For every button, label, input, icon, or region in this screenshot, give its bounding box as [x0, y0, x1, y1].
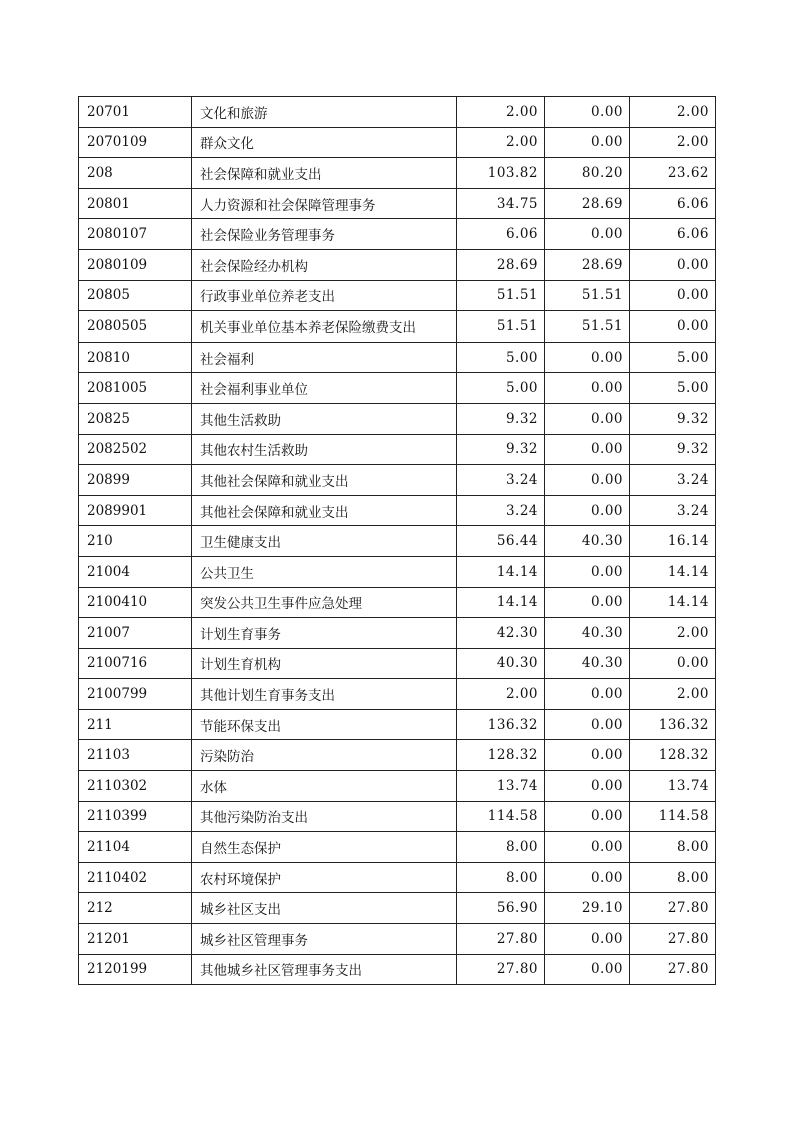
project-cell: 3.24 — [630, 495, 716, 526]
code-cell: 2089901 — [79, 495, 192, 526]
project-cell: 0.00 — [630, 249, 716, 280]
basic-cell: 0.00 — [545, 403, 630, 434]
name-cell: 公共卫生 — [192, 556, 457, 587]
total-cell: 136.32 — [457, 709, 545, 740]
basic-cell: 29.10 — [545, 893, 630, 924]
total-cell: 8.00 — [457, 862, 545, 893]
basic-cell: 0.00 — [545, 924, 630, 955]
table-row — [79, 587, 716, 618]
basic-cell: 80.20 — [545, 158, 630, 189]
project-cell: 27.80 — [630, 893, 716, 924]
code-cell: 2080109 — [79, 249, 192, 280]
table-row — [79, 342, 716, 373]
total-cell: 28.69 — [457, 249, 545, 280]
table-body — [79, 97, 716, 985]
total-cell: 13.74 — [457, 771, 545, 802]
code-cell: 21104 — [79, 832, 192, 863]
total-cell: 3.24 — [457, 465, 545, 496]
name-cell: 社会保险经办机构 — [192, 249, 457, 280]
table-row — [79, 832, 716, 863]
project-cell: 8.00 — [630, 832, 716, 863]
total-cell: 51.51 — [457, 280, 545, 311]
code-cell: 210 — [79, 526, 192, 557]
code-cell: 212 — [79, 893, 192, 924]
table-row — [79, 954, 716, 985]
table-row — [79, 403, 716, 434]
code-cell: 2110302 — [79, 771, 192, 802]
name-cell: 城乡社区管理事务 — [192, 924, 457, 955]
project-cell: 5.00 — [630, 373, 716, 404]
project-cell: 9.32 — [630, 434, 716, 465]
project-cell: 0.00 — [630, 648, 716, 679]
code-cell: 20810 — [79, 342, 192, 373]
name-cell: 其他社会保障和就业支出 — [192, 465, 457, 496]
table-row — [79, 526, 716, 557]
total-cell: 5.00 — [457, 373, 545, 404]
project-cell: 2.00 — [630, 618, 716, 649]
total-cell: 34.75 — [457, 188, 545, 219]
total-cell: 6.06 — [457, 219, 545, 250]
table-row — [79, 618, 716, 649]
total-cell: 2.00 — [457, 127, 545, 158]
code-cell: 2120199 — [79, 954, 192, 985]
name-cell: 其他生活救助 — [192, 403, 457, 434]
name-cell: 社会保障和就业支出 — [192, 158, 457, 189]
project-cell: 6.06 — [630, 188, 716, 219]
table-row — [79, 556, 716, 587]
name-cell: 文化和旅游 — [192, 97, 457, 128]
total-cell: 14.14 — [457, 587, 545, 618]
name-cell: 其他污染防治支出 — [192, 801, 457, 832]
basic-cell: 40.30 — [545, 618, 630, 649]
name-cell: 社会福利事业单位 — [192, 373, 457, 404]
name-cell: 突发公共卫生事件应急处理 — [192, 587, 457, 618]
project-cell: 14.14 — [630, 587, 716, 618]
table-row — [79, 249, 716, 280]
name-cell: 计划生育事务 — [192, 618, 457, 649]
total-cell: 51.51 — [457, 311, 545, 343]
total-cell: 8.00 — [457, 832, 545, 863]
table-row — [79, 127, 716, 158]
basic-cell: 28.69 — [545, 249, 630, 280]
budget-table — [78, 96, 716, 985]
total-cell: 27.80 — [457, 954, 545, 985]
total-cell: 128.32 — [457, 740, 545, 771]
code-cell: 2070109 — [79, 127, 192, 158]
code-cell: 2082502 — [79, 434, 192, 465]
code-cell: 20801 — [79, 188, 192, 219]
basic-cell: 0.00 — [545, 832, 630, 863]
table-row — [79, 373, 716, 404]
project-cell: 27.80 — [630, 924, 716, 955]
code-cell: 2100799 — [79, 679, 192, 710]
name-cell: 机关事业单位基本养老保险缴费支出 — [192, 311, 457, 343]
total-cell: 5.00 — [457, 342, 545, 373]
code-cell: 2080505 — [79, 311, 192, 343]
project-cell: 14.14 — [630, 556, 716, 587]
table-row — [79, 862, 716, 893]
project-cell: 16.14 — [630, 526, 716, 557]
table-row — [79, 495, 716, 526]
total-cell: 27.80 — [457, 924, 545, 955]
code-cell: 2080107 — [79, 219, 192, 250]
basic-cell: 0.00 — [545, 465, 630, 496]
code-cell: 21103 — [79, 740, 192, 771]
total-cell: 114.58 — [457, 801, 545, 832]
basic-cell: 0.00 — [545, 434, 630, 465]
name-cell: 社会福利 — [192, 342, 457, 373]
total-cell: 14.14 — [457, 556, 545, 587]
basic-cell: 40.30 — [545, 526, 630, 557]
basic-cell: 0.00 — [545, 127, 630, 158]
project-cell: 0.00 — [630, 280, 716, 311]
table-row — [79, 219, 716, 250]
code-cell: 2110402 — [79, 862, 192, 893]
project-cell: 8.00 — [630, 862, 716, 893]
basic-cell: 0.00 — [545, 801, 630, 832]
code-cell: 2110399 — [79, 801, 192, 832]
code-cell: 20701 — [79, 97, 192, 128]
basic-cell: 28.69 — [545, 188, 630, 219]
name-cell: 城乡社区支出 — [192, 893, 457, 924]
basic-cell: 0.00 — [545, 862, 630, 893]
name-cell: 其他城乡社区管理事务支出 — [192, 954, 457, 985]
code-cell: 20805 — [79, 280, 192, 311]
table-row — [79, 158, 716, 189]
table-row — [79, 434, 716, 465]
name-cell: 水体 — [192, 771, 457, 802]
table-row — [79, 924, 716, 955]
total-cell: 2.00 — [457, 97, 545, 128]
project-cell: 136.32 — [630, 709, 716, 740]
project-cell: 2.00 — [630, 127, 716, 158]
name-cell: 其他农村生活救助 — [192, 434, 457, 465]
code-cell: 2081005 — [79, 373, 192, 404]
project-cell: 13.74 — [630, 771, 716, 802]
name-cell: 农村环境保护 — [192, 862, 457, 893]
code-cell: 20899 — [79, 465, 192, 496]
code-cell: 21004 — [79, 556, 192, 587]
project-cell: 5.00 — [630, 342, 716, 373]
project-cell: 9.32 — [630, 403, 716, 434]
code-cell: 211 — [79, 709, 192, 740]
table-row — [79, 97, 716, 128]
code-cell: 21201 — [79, 924, 192, 955]
total-cell: 3.24 — [457, 495, 545, 526]
name-cell: 人力资源和社会保障管理事务 — [192, 188, 457, 219]
basic-cell: 40.30 — [545, 648, 630, 679]
name-cell: 污染防治 — [192, 740, 457, 771]
total-cell: 2.00 — [457, 679, 545, 710]
project-cell: 6.06 — [630, 219, 716, 250]
name-cell: 其他计划生育事务支出 — [192, 679, 457, 710]
project-cell: 114.58 — [630, 801, 716, 832]
code-cell: 21007 — [79, 618, 192, 649]
basic-cell: 0.00 — [545, 219, 630, 250]
total-cell: 56.44 — [457, 526, 545, 557]
basic-cell: 0.00 — [545, 373, 630, 404]
table-row — [79, 280, 716, 311]
basic-cell: 0.00 — [545, 679, 630, 710]
basic-cell: 51.51 — [545, 311, 630, 343]
name-cell: 计划生育机构 — [192, 648, 457, 679]
basic-cell: 0.00 — [545, 556, 630, 587]
table-row — [79, 893, 716, 924]
code-cell: 2100716 — [79, 648, 192, 679]
code-cell: 2100410 — [79, 587, 192, 618]
total-cell: 9.32 — [457, 434, 545, 465]
table-row — [79, 771, 716, 802]
code-cell: 20825 — [79, 403, 192, 434]
project-cell: 2.00 — [630, 97, 716, 128]
basic-cell: 0.00 — [545, 587, 630, 618]
basic-cell: 51.51 — [545, 280, 630, 311]
project-cell: 128.32 — [630, 740, 716, 771]
table-row — [79, 679, 716, 710]
name-cell: 卫生健康支出 — [192, 526, 457, 557]
name-cell: 自然生态保护 — [192, 832, 457, 863]
table-row — [79, 709, 716, 740]
total-cell: 42.30 — [457, 618, 545, 649]
table-row — [79, 465, 716, 496]
project-cell: 3.24 — [630, 465, 716, 496]
basic-cell: 0.00 — [545, 495, 630, 526]
basic-cell: 0.00 — [545, 97, 630, 128]
project-cell: 0.00 — [630, 311, 716, 343]
name-cell: 群众文化 — [192, 127, 457, 158]
name-cell: 其他社会保障和就业支出 — [192, 495, 457, 526]
name-cell: 社会保险业务管理事务 — [192, 219, 457, 250]
basic-cell: 0.00 — [545, 709, 630, 740]
name-cell: 行政事业单位养老支出 — [192, 280, 457, 311]
table-row — [79, 311, 716, 343]
code-cell: 208 — [79, 158, 192, 189]
table-row — [79, 740, 716, 771]
total-cell: 9.32 — [457, 403, 545, 434]
total-cell: 56.90 — [457, 893, 545, 924]
total-cell: 103.82 — [457, 158, 545, 189]
project-cell: 27.80 — [630, 954, 716, 985]
project-cell: 23.62 — [630, 158, 716, 189]
name-cell: 节能环保支出 — [192, 709, 457, 740]
table-row — [79, 648, 716, 679]
table-row — [79, 801, 716, 832]
table-row — [79, 188, 716, 219]
basic-cell: 0.00 — [545, 771, 630, 802]
basic-cell: 0.00 — [545, 342, 630, 373]
basic-cell: 0.00 — [545, 954, 630, 985]
project-cell: 2.00 — [630, 679, 716, 710]
total-cell: 40.30 — [457, 648, 545, 679]
basic-cell: 0.00 — [545, 740, 630, 771]
